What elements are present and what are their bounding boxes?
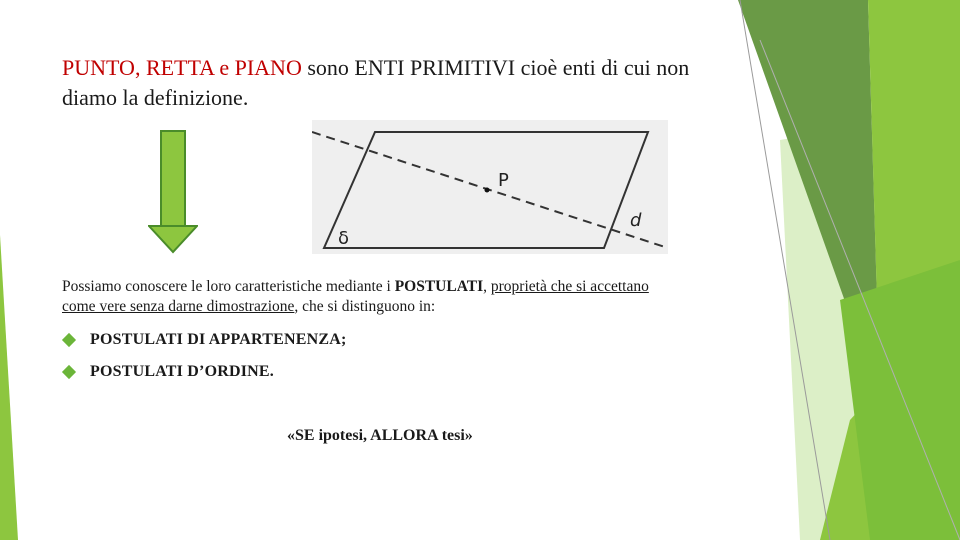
quote-text: «SE ipotesi, ALLORA tesi» [287, 427, 473, 444]
left-green-stripe [0, 235, 18, 540]
postulate-definition: proprietà che si accettano come vere senza darne dimostrazione [62, 278, 649, 315]
list-item [62, 331, 347, 349]
diamond-bullet-icon [62, 333, 76, 347]
paragraph-text: , che si distinguono in: [294, 298, 436, 315]
point-label: P [498, 170, 509, 191]
postulates-paragraph [62, 277, 674, 317]
paragraph-text: , [483, 278, 491, 295]
title-highlight: PUNTO, RETTA e PIANO [62, 55, 302, 80]
line-label: d [630, 210, 642, 231]
geometry-figure [312, 120, 668, 254]
list-item-text: POSTULATI DI APPARTENENZA; [90, 331, 347, 348]
plane-label: δ [338, 228, 350, 249]
figure-background [312, 120, 668, 254]
down-arrow-icon [148, 130, 198, 254]
point-p [485, 188, 490, 193]
postulati-keyword: POSTULATI [394, 278, 484, 295]
list-item-text: POSTULATI D’ORDINE. [90, 363, 274, 380]
diamond-bullet-icon [62, 365, 76, 379]
title-rest: sono ENTI PRIMITIVI cioè enti di cui non diamo la definizione. [62, 55, 690, 110]
slide-title [62, 53, 722, 113]
paragraph-text: Possiamo conoscere le loro caratteristiche mediante i [62, 278, 395, 295]
list-item [62, 363, 274, 381]
